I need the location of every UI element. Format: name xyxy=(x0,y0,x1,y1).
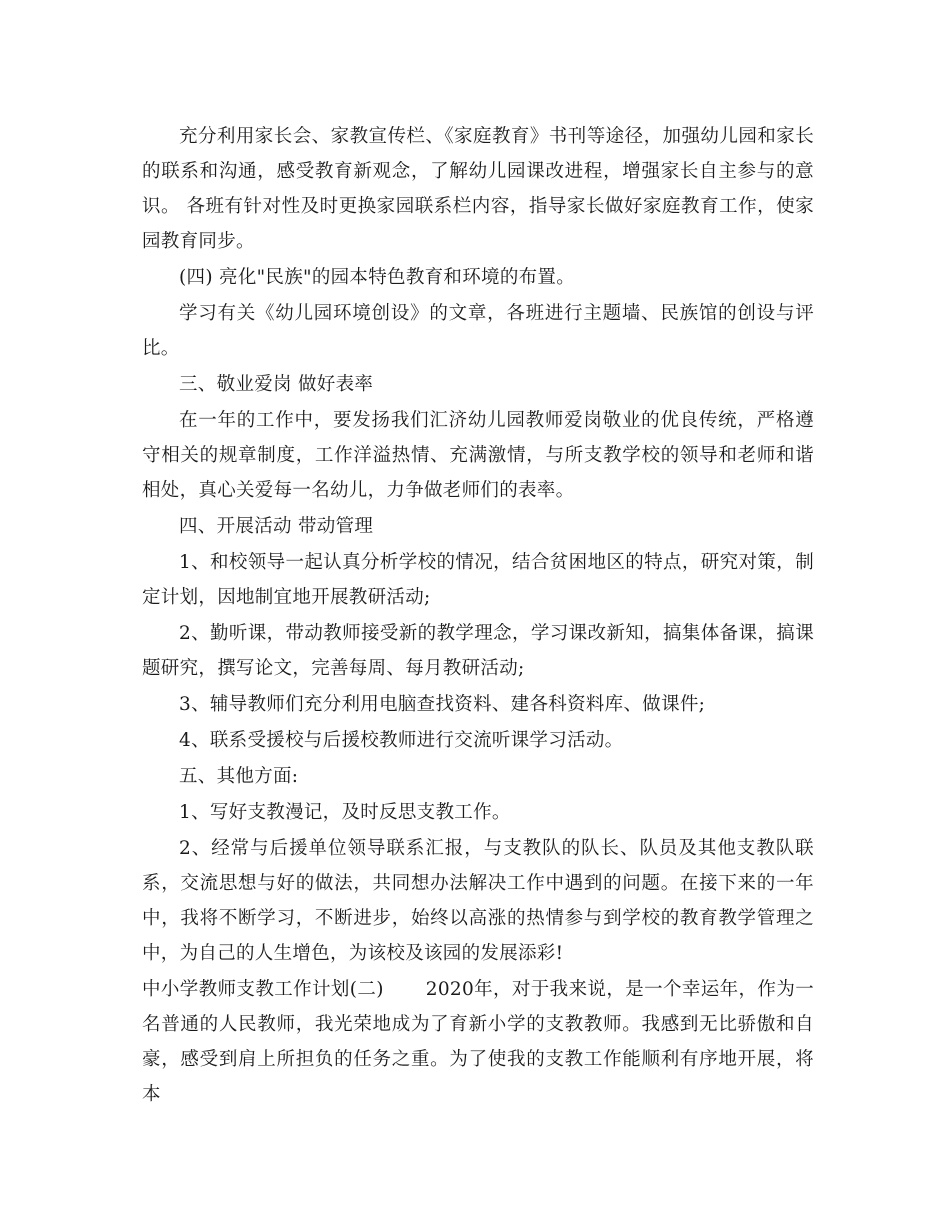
list-item-other-1: 1、写好支教漫记，及时反思支教工作。 xyxy=(179,802,511,823)
paragraph-dedication: 在一年的工作中，要发扬我们汇济幼儿园教师爱岗敬业的优良传统，严格遵守相关的规章制度，工作洋溢热情、充满激情，与所支教学校的领导和老师和谐相处，真心关爱每一名幼儿，力争做老师们的表率。 xyxy=(142,410,814,501)
paragraph-plan-two xyxy=(142,972,814,1112)
list-item-activity-4: 4、联系受援校与后援校教师进行交流听课学习活动。 xyxy=(179,730,624,751)
list-item-activity-2: 2、勤听课，带动教师接受新的教学理念，学习课改新知，搞集体备课，搞课题研究，撰写论文，完善每周、每月教研活动; xyxy=(142,623,814,679)
section-heading-dedication: 三、敬业爱岗 做好表率 xyxy=(179,374,374,395)
section-heading-activities: 四、开展活动 带动管理 xyxy=(179,516,374,537)
section-heading-other: 五、其他方面: xyxy=(179,766,299,787)
paragraph-home-school-cooperation: 充分利用家长会、家教宣传栏、《家庭教育》书刊等途径，加强幼儿园和家长的联系和沟通，感受教育新观念，了解幼儿园课改进程，增强家长自主参与的意识。 各班有针对性及时更换家园联系栏内容，指导家长做好家庭教育工作，使家园教育同步。 xyxy=(142,126,814,252)
list-item-other-2: 2、经常与后援单位领导联系汇报，与支教队的队长、队员及其他支教队联系，交流思想与好的做法，共同想办法解决工作中遇到的问题。在接下来的一年中，我将不断学习，不断进步，始终以高涨的热情参与到学校的教育教学管理之中，为自己的人生增色，为该校及该园的发展添彩! xyxy=(142,838,814,964)
list-item-activity-1: 1、和校领导一起认真分析学校的情况，结合贫困地区的特点，研究对策，制定计划，因地制宜地开展教研活动; xyxy=(142,552,814,608)
plan-two-text: 2020年，对于我来说，是一个幸运年，作为一名普通的人民教师，我光荣地成为了育新小学的支教教师。我感到无比骄傲和自豪，感受到肩上所担负的任务之重。为了使我的支教工作能顺利有序地开展，将本 xyxy=(142,979,814,1105)
document-body xyxy=(142,119,814,1113)
paragraph-environment-creation: 学习有关《幼儿园环境创设》的文章，各班进行主题墙、民族馆的创设与评比。 xyxy=(142,303,814,359)
document-section-title: 中小学教师支教工作计划(二) xyxy=(142,979,384,1000)
list-item-activity-3: 3、辅导教师们充分利用电脑查找资料、建各科资料库、做课件; xyxy=(179,694,706,715)
paragraph-ethnic-feature-heading: (四) 亮化"民族"的园本特色教育和环境的布置。 xyxy=(179,267,576,288)
